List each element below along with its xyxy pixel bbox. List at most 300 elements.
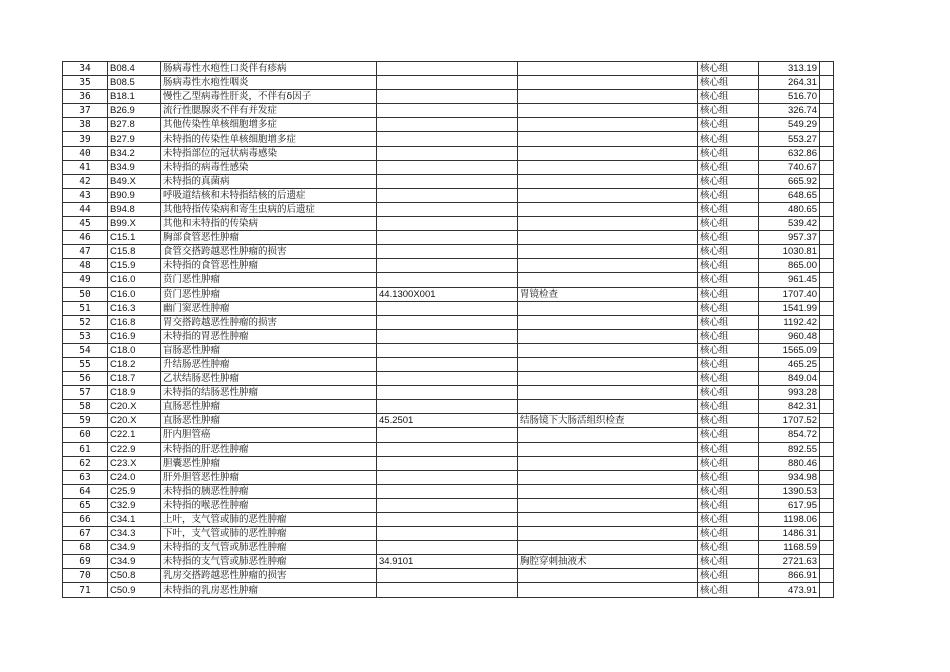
group-type-cell: 核心组 — [698, 329, 759, 343]
score-value-cell: 960.48 — [759, 329, 820, 343]
procedure-code-cell — [377, 527, 518, 541]
procedure-code-cell — [377, 217, 518, 231]
table-row — [63, 414, 834, 428]
procedure-code-cell — [377, 132, 518, 146]
procedure-name-cell — [518, 118, 698, 132]
row-number-cell: 40 — [63, 146, 108, 160]
procedure-code-cell — [377, 484, 518, 498]
group-type-cell: 核心组 — [698, 386, 759, 400]
procedure-name-cell — [518, 583, 698, 597]
diagnosis-code-cell: C22.1 — [108, 428, 161, 442]
table-row — [63, 329, 834, 343]
row-number-cell: 53 — [63, 329, 108, 343]
table-row — [63, 76, 834, 90]
table-row — [63, 287, 834, 301]
score-value-cell: 326.74 — [759, 104, 820, 118]
score-value-cell: 516.70 — [759, 90, 820, 104]
score-value-cell: 740.67 — [759, 160, 820, 174]
diagnosis-code-cell: B08.4 — [108, 62, 161, 76]
diagnosis-code-cell: C20.X — [108, 400, 161, 414]
procedure-name-cell — [518, 372, 698, 386]
score-value-cell: 1390.53 — [759, 484, 820, 498]
empty-cell — [820, 470, 834, 484]
diagnosis-code-cell: B34.9 — [108, 160, 161, 174]
procedure-name-cell — [518, 146, 698, 160]
table-row — [63, 301, 834, 315]
procedure-code-cell — [377, 231, 518, 245]
row-number-cell: 38 — [63, 118, 108, 132]
table-row — [63, 513, 834, 527]
row-number-cell: 44 — [63, 202, 108, 216]
table-row — [63, 357, 834, 371]
table-row — [63, 259, 834, 273]
group-type-cell: 核心组 — [698, 484, 759, 498]
procedure-name-cell — [518, 513, 698, 527]
diagnosis-code-cell: C50.8 — [108, 569, 161, 583]
procedure-name-cell — [518, 527, 698, 541]
diagnosis-code-cell: C34.9 — [108, 555, 161, 569]
group-type-cell: 核心组 — [698, 357, 759, 371]
procedure-name-cell — [518, 470, 698, 484]
group-type-cell: 核心组 — [698, 217, 759, 231]
group-type-cell: 核心组 — [698, 259, 759, 273]
row-number-cell: 43 — [63, 188, 108, 202]
row-number-cell: 65 — [63, 498, 108, 512]
empty-cell — [820, 357, 834, 371]
row-number-cell: 49 — [63, 273, 108, 287]
group-type-cell: 核心组 — [698, 555, 759, 569]
group-type-cell: 核心组 — [698, 513, 759, 527]
diagnosis-code-cell: C18.7 — [108, 372, 161, 386]
procedure-code-cell — [377, 386, 518, 400]
score-value-cell: 632.86 — [759, 146, 820, 160]
score-value-cell: 961.45 — [759, 273, 820, 287]
group-type-cell: 核心组 — [698, 146, 759, 160]
diagnosis-name-cell: 未特指的食管恶性肿瘤 — [161, 259, 377, 273]
empty-cell — [820, 372, 834, 386]
diagnosis-code-cell: C22.9 — [108, 442, 161, 456]
empty-cell — [820, 343, 834, 357]
empty-cell — [820, 217, 834, 231]
diagnosis-name-cell: 乙状结肠恶性肿瘤 — [161, 372, 377, 386]
group-type-cell: 核心组 — [698, 76, 759, 90]
procedure-code-cell — [377, 76, 518, 90]
empty-cell — [820, 174, 834, 188]
procedure-name-cell — [518, 132, 698, 146]
group-type-cell: 核心组 — [698, 442, 759, 456]
procedure-name-cell — [518, 217, 698, 231]
empty-cell — [820, 329, 834, 343]
table-row — [63, 118, 834, 132]
procedure-code-cell — [377, 343, 518, 357]
diagnosis-name-cell: 乳房交搭跨越恶性肿瘤的损害 — [161, 569, 377, 583]
diagnosis-code-cell: C15.8 — [108, 245, 161, 259]
group-type-cell: 核心组 — [698, 343, 759, 357]
table-row — [63, 90, 834, 104]
empty-cell — [820, 231, 834, 245]
empty-cell — [820, 414, 834, 428]
diagnosis-code-cell: C34.3 — [108, 527, 161, 541]
procedure-code-cell — [377, 583, 518, 597]
diagnosis-code-cell: C18.2 — [108, 357, 161, 371]
procedure-code-cell — [377, 456, 518, 470]
diagnosis-name-cell: 其他和未特指的传染病 — [161, 217, 377, 231]
group-type-cell: 核心组 — [698, 498, 759, 512]
empty-cell — [820, 569, 834, 583]
group-type-cell: 核心组 — [698, 62, 759, 76]
diagnosis-name-cell: 肝内胆管癌 — [161, 428, 377, 442]
group-type-cell: 核心组 — [698, 160, 759, 174]
score-value-cell: 1707.52 — [759, 414, 820, 428]
diagnosis-code-cell: C50.9 — [108, 583, 161, 597]
diagnosis-name-cell: 未特指的传染性单核细胞增多症 — [161, 132, 377, 146]
table-row — [63, 245, 834, 259]
diagnosis-code-cell: B27.8 — [108, 118, 161, 132]
table-row — [63, 104, 834, 118]
empty-cell — [820, 245, 834, 259]
diagnosis-name-cell: 未特指的支气管或肺恶性肿瘤 — [161, 541, 377, 555]
procedure-name-cell — [518, 541, 698, 555]
procedure-code-cell — [377, 273, 518, 287]
procedure-code-cell — [377, 569, 518, 583]
table-row — [63, 174, 834, 188]
empty-cell — [820, 104, 834, 118]
score-value-cell: 1486.31 — [759, 527, 820, 541]
procedure-code-cell — [377, 174, 518, 188]
score-value-cell: 1030.81 — [759, 245, 820, 259]
empty-cell — [820, 146, 834, 160]
empty-cell — [820, 273, 834, 287]
procedure-name-cell — [518, 386, 698, 400]
score-value-cell: 480.65 — [759, 202, 820, 216]
diagnosis-name-cell: 未特指的真菌病 — [161, 174, 377, 188]
score-value-cell: 892.55 — [759, 442, 820, 456]
procedure-name-cell — [518, 174, 698, 188]
diagnosis-name-cell: 未特指的结肠恶性肿瘤 — [161, 386, 377, 400]
diagnosis-name-cell: 胃交搭跨越恶性肿瘤的损害 — [161, 315, 377, 329]
procedure-name-cell — [518, 569, 698, 583]
procedure-name-cell — [518, 301, 698, 315]
diagnosis-code-cell: C16.3 — [108, 301, 161, 315]
procedure-code-cell — [377, 357, 518, 371]
diagnosis-code-cell: C18.0 — [108, 343, 161, 357]
empty-cell — [820, 62, 834, 76]
diagnosis-code-cell: C34.1 — [108, 513, 161, 527]
group-type-cell: 核心组 — [698, 104, 759, 118]
empty-cell — [820, 555, 834, 569]
row-number-cell: 39 — [63, 132, 108, 146]
row-number-cell: 70 — [63, 569, 108, 583]
row-number-cell: 67 — [63, 527, 108, 541]
row-number-cell: 42 — [63, 174, 108, 188]
group-type-cell: 核心组 — [698, 273, 759, 287]
score-value-cell: 465.25 — [759, 357, 820, 371]
procedure-name-cell — [518, 245, 698, 259]
row-number-cell: 37 — [63, 104, 108, 118]
score-value-cell: 1565.09 — [759, 343, 820, 357]
row-number-cell: 36 — [63, 90, 108, 104]
diagnosis-code-cell: C23.X — [108, 456, 161, 470]
group-type-cell: 核心组 — [698, 301, 759, 315]
procedure-code-cell — [377, 146, 518, 160]
row-number-cell: 68 — [63, 541, 108, 555]
group-type-cell: 核心组 — [698, 132, 759, 146]
procedure-name-cell — [518, 231, 698, 245]
diagnosis-code-cell: B26.9 — [108, 104, 161, 118]
diagnosis-name-cell: 呼吸道结核和未特指结核的后遗症 — [161, 188, 377, 202]
procedure-code-cell — [377, 498, 518, 512]
diagnosis-code-cell: C16.0 — [108, 287, 161, 301]
empty-cell — [820, 160, 834, 174]
table-row — [63, 386, 834, 400]
diagnosis-code-cell: C25.9 — [108, 484, 161, 498]
procedure-name-cell — [518, 188, 698, 202]
score-value-cell: 842.31 — [759, 400, 820, 414]
diagnosis-code-cell: B49.X — [108, 174, 161, 188]
diagnosis-name-cell: 贲门恶性肿瘤 — [161, 273, 377, 287]
procedure-name-cell: 胸腔穿刺抽液术 — [518, 555, 698, 569]
score-value-cell: 313.19 — [759, 62, 820, 76]
group-type-cell: 核心组 — [698, 400, 759, 414]
diagnosis-name-cell: 流行性腮腺炎不伴有并发症 — [161, 104, 377, 118]
empty-cell — [820, 527, 834, 541]
diagnosis-name-cell: 直肠恶性肿瘤 — [161, 400, 377, 414]
score-value-cell: 1168.59 — [759, 541, 820, 555]
disease-group-table — [62, 61, 834, 598]
row-number-cell: 45 — [63, 217, 108, 231]
procedure-code-cell — [377, 513, 518, 527]
diagnosis-code-cell: C34.9 — [108, 541, 161, 555]
procedure-name-cell: 胃镜检查 — [518, 287, 698, 301]
table-row — [63, 160, 834, 174]
table-row — [63, 527, 834, 541]
table-body — [63, 62, 834, 598]
diagnosis-name-cell: 未特指的胃恶性肿瘤 — [161, 329, 377, 343]
empty-cell — [820, 287, 834, 301]
row-number-cell: 46 — [63, 231, 108, 245]
group-type-cell: 核心组 — [698, 202, 759, 216]
procedure-name-cell — [518, 259, 698, 273]
table-row — [63, 555, 834, 569]
diagnosis-name-cell: 肝外胆管恶性肿瘤 — [161, 470, 377, 484]
empty-cell — [820, 498, 834, 512]
procedure-code-cell — [377, 90, 518, 104]
diagnosis-name-cell: 未特指部位的冠状病毒感染 — [161, 146, 377, 160]
empty-cell — [820, 301, 834, 315]
procedure-name-cell: 结肠镜下大肠活组织检查 — [518, 414, 698, 428]
table-row — [63, 146, 834, 160]
procedure-name-cell — [518, 90, 698, 104]
table-row — [63, 62, 834, 76]
score-value-cell: 1541.99 — [759, 301, 820, 315]
table-row — [63, 315, 834, 329]
diagnosis-name-cell: 胸部食管恶性肿瘤 — [161, 231, 377, 245]
diagnosis-name-cell: 幽门窦恶性肿瘤 — [161, 301, 377, 315]
diagnosis-name-cell: 肠病毒性水疱性咽炎 — [161, 76, 377, 90]
procedure-name-cell — [518, 76, 698, 90]
empty-cell — [820, 90, 834, 104]
row-number-cell: 69 — [63, 555, 108, 569]
table-row — [63, 273, 834, 287]
table-row — [63, 188, 834, 202]
row-number-cell: 56 — [63, 372, 108, 386]
empty-cell — [820, 513, 834, 527]
table-row — [63, 372, 834, 386]
empty-cell — [820, 583, 834, 597]
score-value-cell: 854.72 — [759, 428, 820, 442]
diagnosis-code-cell: C16.0 — [108, 273, 161, 287]
row-number-cell: 71 — [63, 583, 108, 597]
procedure-name-cell — [518, 329, 698, 343]
row-number-cell: 54 — [63, 343, 108, 357]
row-number-cell: 59 — [63, 414, 108, 428]
row-number-cell: 66 — [63, 513, 108, 527]
procedure-code-cell — [377, 104, 518, 118]
procedure-name-cell — [518, 202, 698, 216]
row-number-cell: 62 — [63, 456, 108, 470]
diagnosis-name-cell: 盲肠恶性肿瘤 — [161, 343, 377, 357]
diagnosis-code-cell: B18.1 — [108, 90, 161, 104]
procedure-name-cell — [518, 456, 698, 470]
table-row — [63, 202, 834, 216]
row-number-cell: 55 — [63, 357, 108, 371]
row-number-cell: 51 — [63, 301, 108, 315]
empty-cell — [820, 188, 834, 202]
diagnosis-code-cell: C24.0 — [108, 470, 161, 484]
diagnosis-code-cell: C18.9 — [108, 386, 161, 400]
score-value-cell: 549.29 — [759, 118, 820, 132]
group-type-cell: 核心组 — [698, 90, 759, 104]
empty-cell — [820, 386, 834, 400]
diagnosis-name-cell: 未特指的病毒性感染 — [161, 160, 377, 174]
procedure-name-cell — [518, 428, 698, 442]
procedure-code-cell — [377, 62, 518, 76]
score-value-cell: 866.91 — [759, 569, 820, 583]
diagnosis-name-cell: 上叶，支气管或肺的恶性肿瘤 — [161, 513, 377, 527]
diagnosis-name-cell: 未特指的喉恶性肿瘤 — [161, 498, 377, 512]
score-value-cell: 880.46 — [759, 456, 820, 470]
diagnosis-code-cell: C20.X — [108, 414, 161, 428]
procedure-name-cell — [518, 343, 698, 357]
procedure-code-cell — [377, 245, 518, 259]
procedure-code-cell — [377, 470, 518, 484]
group-type-cell: 核心组 — [698, 541, 759, 555]
empty-cell — [820, 400, 834, 414]
empty-cell — [820, 456, 834, 470]
table-row — [63, 442, 834, 456]
group-type-cell: 核心组 — [698, 372, 759, 386]
row-number-cell: 57 — [63, 386, 108, 400]
score-value-cell: 648.65 — [759, 188, 820, 202]
row-number-cell: 63 — [63, 470, 108, 484]
table-row — [63, 132, 834, 146]
score-value-cell: 473.91 — [759, 583, 820, 597]
procedure-name-cell — [518, 442, 698, 456]
score-value-cell: 617.95 — [759, 498, 820, 512]
procedure-code-cell: 34.9101 — [377, 555, 518, 569]
empty-cell — [820, 132, 834, 146]
procedure-code-cell — [377, 372, 518, 386]
diagnosis-code-cell: C15.1 — [108, 231, 161, 245]
table-row — [63, 343, 834, 357]
diagnosis-code-cell: C16.9 — [108, 329, 161, 343]
group-type-cell: 核心组 — [698, 414, 759, 428]
empty-cell — [820, 202, 834, 216]
empty-cell — [820, 484, 834, 498]
diagnosis-name-cell: 胆囊恶性肿瘤 — [161, 456, 377, 470]
procedure-name-cell — [518, 160, 698, 174]
procedure-code-cell — [377, 315, 518, 329]
row-number-cell: 47 — [63, 245, 108, 259]
group-type-cell: 核心组 — [698, 188, 759, 202]
procedure-name-cell — [518, 315, 698, 329]
score-value-cell: 1192.42 — [759, 315, 820, 329]
table-row — [63, 541, 834, 555]
diagnosis-name-cell: 其他传染性单核细胞增多症 — [161, 118, 377, 132]
group-type-cell: 核心组 — [698, 527, 759, 541]
procedure-code-cell — [377, 442, 518, 456]
group-type-cell: 核心组 — [698, 315, 759, 329]
procedure-name-cell — [518, 484, 698, 498]
procedure-code-cell — [377, 301, 518, 315]
procedure-code-cell — [377, 428, 518, 442]
group-type-cell: 核心组 — [698, 470, 759, 484]
diagnosis-code-cell: B08.5 — [108, 76, 161, 90]
procedure-code-cell — [377, 202, 518, 216]
procedure-code-cell — [377, 541, 518, 555]
procedure-name-cell — [518, 357, 698, 371]
score-value-cell: 665.92 — [759, 174, 820, 188]
diagnosis-name-cell: 未特指的胰恶性肿瘤 — [161, 484, 377, 498]
diagnosis-name-cell: 未特指的肝恶性肿瘤 — [161, 442, 377, 456]
score-value-cell: 1198.06 — [759, 513, 820, 527]
diagnosis-name-cell: 贲门恶性肿瘤 — [161, 287, 377, 301]
procedure-code-cell — [377, 400, 518, 414]
diagnosis-name-cell: 其他特指传染病和寄生虫病的后遗症 — [161, 202, 377, 216]
diagnosis-code-cell: B34.2 — [108, 146, 161, 160]
score-value-cell: 1707.40 — [759, 287, 820, 301]
procedure-name-cell — [518, 400, 698, 414]
table-row — [63, 498, 834, 512]
procedure-code-cell: 45.2501 — [377, 414, 518, 428]
table-row — [63, 470, 834, 484]
procedure-name-cell — [518, 104, 698, 118]
diagnosis-code-cell: B94.8 — [108, 202, 161, 216]
table-row — [63, 484, 834, 498]
empty-cell — [820, 541, 834, 555]
row-number-cell: 58 — [63, 400, 108, 414]
diagnosis-name-cell: 直肠恶性肿瘤 — [161, 414, 377, 428]
diagnosis-name-cell: 慢性乙型病毒性肝炎，不伴有δ因子 — [161, 90, 377, 104]
diagnosis-code-cell: C16.8 — [108, 315, 161, 329]
row-number-cell: 50 — [63, 287, 108, 301]
group-type-cell: 核心组 — [698, 245, 759, 259]
score-value-cell: 865.00 — [759, 259, 820, 273]
empty-cell — [820, 259, 834, 273]
empty-cell — [820, 442, 834, 456]
row-number-cell: 52 — [63, 315, 108, 329]
row-number-cell: 35 — [63, 76, 108, 90]
empty-cell — [820, 76, 834, 90]
table-row — [63, 231, 834, 245]
score-value-cell: 934.98 — [759, 470, 820, 484]
score-value-cell: 993.28 — [759, 386, 820, 400]
group-type-cell: 核心组 — [698, 428, 759, 442]
score-value-cell: 539.42 — [759, 217, 820, 231]
procedure-code-cell — [377, 160, 518, 174]
diagnosis-code-cell: B99.X — [108, 217, 161, 231]
empty-cell — [820, 428, 834, 442]
